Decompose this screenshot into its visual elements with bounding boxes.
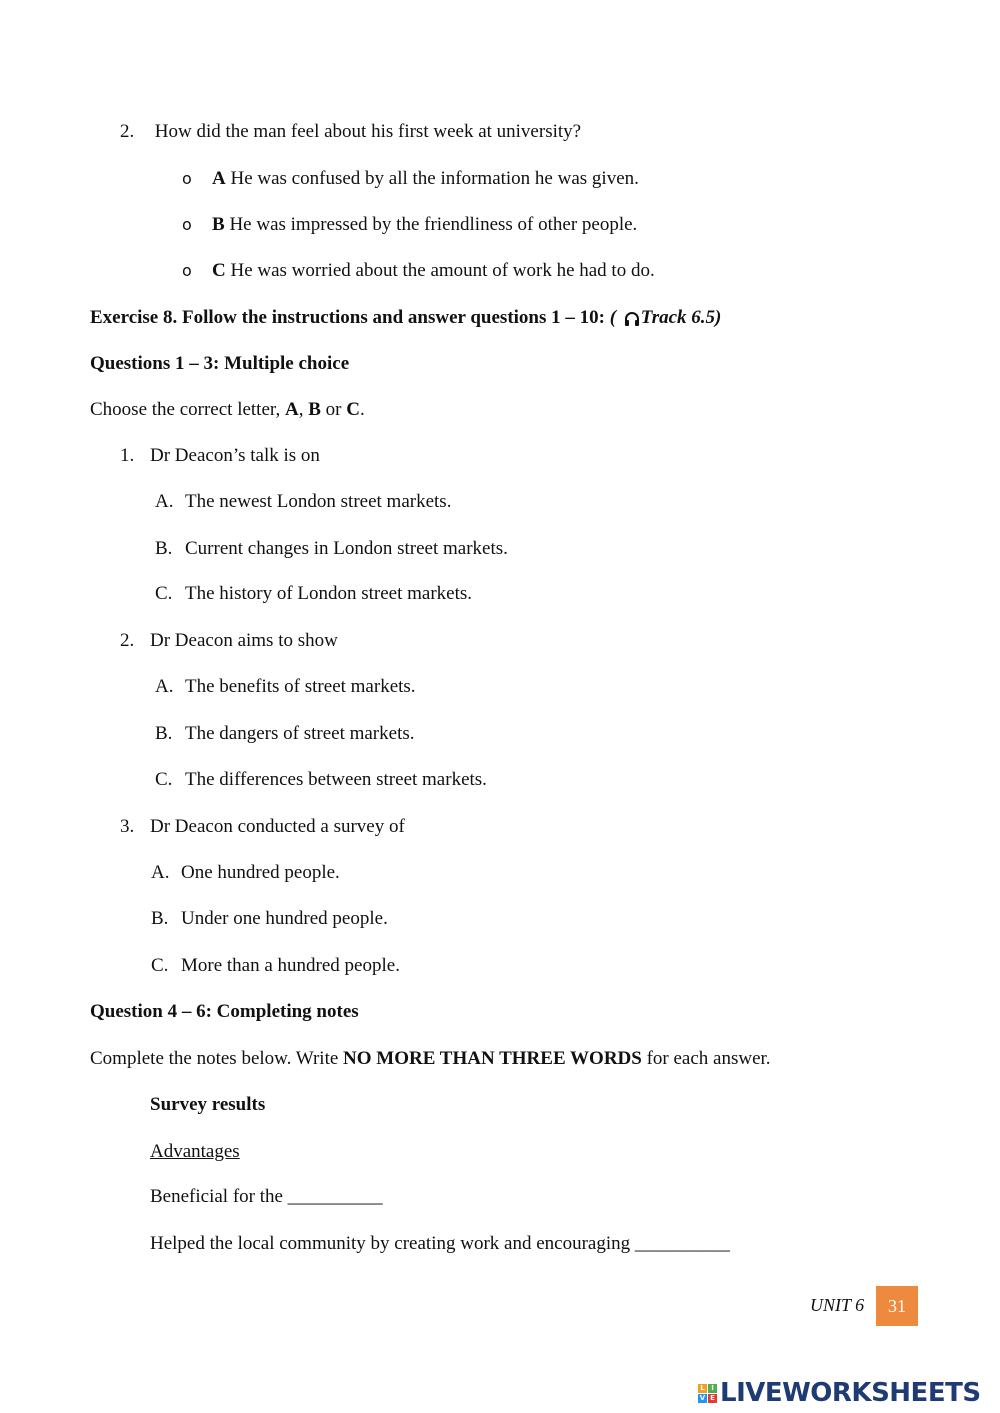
question-text: Dr Deacon’s talk is on: [150, 445, 320, 466]
logo-tile: E: [708, 1394, 717, 1403]
q1-option-c: [155, 582, 472, 606]
letter-b: B: [308, 399, 321, 420]
option-letter: C.: [151, 955, 169, 976]
track-label: Track 6.5): [640, 307, 722, 328]
prev-option-c: [182, 259, 655, 283]
q2-option-c: [155, 768, 487, 792]
option-text: He was worried about the amount of work he had to do.: [225, 260, 655, 281]
prev-option-a: [182, 167, 639, 191]
separator: ,: [298, 399, 309, 420]
q3-option-b: [151, 907, 388, 931]
option-text: The benefits of street markets.: [185, 676, 416, 697]
bullet-icon: o: [182, 169, 192, 188]
unit-label: UNIT 6: [810, 1295, 865, 1315]
headphones-icon: [624, 311, 640, 327]
option-text: The history of London street markets.: [185, 583, 473, 604]
question-number: 2.: [120, 630, 135, 651]
track-open: (: [609, 307, 617, 328]
option-text: He was confused by all the information he was given.: [225, 168, 639, 189]
question-text: How did the man feel about his first week at university?: [154, 121, 582, 142]
page-number: 31: [876, 1286, 918, 1326]
question-number: 3.: [120, 816, 135, 837]
instruction-text: Choose the correct letter,: [90, 399, 285, 420]
note-gap-2[interactable]: Helped the local community by creating work and encouraging __________: [150, 1233, 730, 1254]
brand-name: LIVEWORKSHEETS: [720, 1378, 981, 1408]
logo-tile: L: [698, 1384, 707, 1393]
q1-option-b: [155, 537, 508, 561]
option-letter: C: [212, 260, 226, 281]
instruction-text: Complete the notes below. Write: [90, 1048, 344, 1069]
prev-option-b: [182, 213, 637, 237]
liveworksheets-logo: [698, 1378, 981, 1408]
letter-a: A: [284, 399, 299, 420]
period: .: [359, 399, 365, 420]
question-1: [120, 444, 320, 468]
option-text: He was impressed by the friendliness of other people.: [224, 214, 638, 235]
notes-title: Survey results: [150, 1094, 266, 1115]
exercise-title: Exercise 8. Follow the instructions and answer questions 1 – 10:: [90, 307, 610, 328]
option-letter: A.: [155, 676, 174, 697]
notes-subheading-advantages: Advantages: [150, 1141, 240, 1162]
option-text: Under one hundred people.: [181, 908, 388, 929]
logo-tile: I: [708, 1384, 717, 1393]
option-letter: A.: [155, 491, 174, 512]
option-text: The newest London street markets.: [185, 491, 452, 512]
option-letter: B.: [151, 908, 169, 929]
q3-option-c: [151, 954, 400, 978]
instruction-text: for each answer.: [641, 1048, 771, 1069]
separator: or: [320, 399, 347, 420]
question-text: Dr Deacon aims to show: [150, 630, 338, 651]
option-text: More than a hundred people.: [181, 955, 400, 976]
note-gap-1[interactable]: Beneficial for the __________: [150, 1186, 383, 1207]
option-letter: B: [212, 214, 225, 235]
question-text: Dr Deacon conducted a survey of: [150, 816, 405, 837]
option-text: The dangers of street markets.: [185, 723, 415, 744]
word-limit: NO MORE THAN THREE WORDS: [343, 1048, 642, 1069]
option-text: One hundred people.: [181, 862, 340, 883]
letter-c: C: [346, 399, 360, 420]
bullet-icon: o: [182, 215, 192, 234]
bullet-icon: o: [182, 261, 192, 280]
exercise-8-heading: [90, 306, 721, 330]
option-letter: C.: [155, 583, 173, 604]
instruction-complete-notes: [90, 1047, 771, 1071]
question-number: 2.: [120, 121, 135, 142]
option-letter: B.: [155, 723, 173, 744]
q2-option-b: [155, 722, 415, 746]
option-letter: B.: [155, 538, 173, 559]
option-letter: A.: [151, 862, 170, 883]
q1-option-a: [155, 490, 451, 514]
question-number: 1.: [120, 445, 135, 466]
logo-tiles-icon: [698, 1384, 717, 1403]
q3-option-a: [151, 861, 340, 885]
q2-option-a: [155, 675, 416, 699]
instruction-choose-letter: [90, 398, 365, 422]
logo-tile: V: [699, 1394, 706, 1402]
option-letter: A: [212, 168, 226, 189]
option-text: Current changes in London street markets.: [185, 538, 508, 559]
question-3: [120, 815, 405, 839]
prev-question-2: [120, 120, 581, 144]
option-text: The differences between street markets.: [185, 769, 487, 790]
section-heading-completing-notes: Question 4 – 6: Completing notes: [90, 1001, 359, 1022]
option-letter: C.: [155, 769, 173, 790]
question-2: [120, 629, 338, 653]
section-heading-multiple-choice: Questions 1 – 3: Multiple choice: [90, 353, 350, 374]
